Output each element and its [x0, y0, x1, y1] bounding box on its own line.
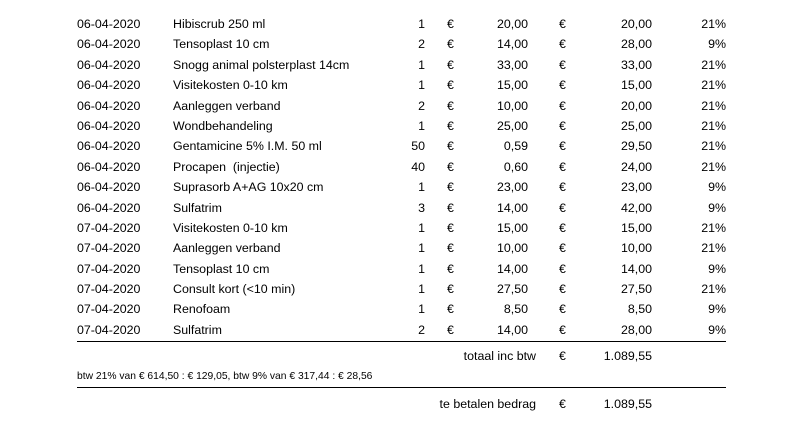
line-date: 06-04-2020: [77, 159, 141, 174]
line-row: [0, 238, 800, 258]
line-total: 27,50: [620, 282, 652, 297]
total-incl-vat-label: totaal inc btw: [463, 349, 536, 363]
currency-symbol: €: [447, 139, 454, 154]
divider: [77, 341, 726, 342]
currency-symbol: €: [559, 139, 566, 154]
line-unit-price: 15,00: [496, 78, 528, 93]
line-unit-price: 25,00: [496, 118, 528, 133]
line-quantity: 1: [418, 261, 425, 276]
line-quantity: 1: [418, 180, 425, 195]
line-quantity: 1: [418, 302, 425, 317]
line-description: Tensoplast 10 cm: [173, 37, 270, 52]
currency-symbol: €: [559, 17, 566, 31]
line-row: [0, 55, 800, 75]
line-total: 23,00: [620, 180, 652, 195]
line-date: 06-04-2020: [77, 37, 141, 52]
line-quantity: 2: [418, 98, 425, 113]
line-date: 07-04-2020: [77, 322, 141, 337]
line-quantity: 1: [418, 282, 425, 297]
currency-symbol: €: [559, 349, 566, 363]
amount-due-label: te betalen bedrag: [439, 397, 536, 411]
line-vat-rate: 21%: [701, 118, 726, 133]
line-vat-rate: 21%: [701, 17, 726, 31]
currency-symbol: €: [559, 78, 566, 93]
line-row: [0, 96, 800, 116]
line-vat-rate: 9%: [708, 322, 726, 337]
line-total: 25,00: [620, 118, 652, 133]
line-total: 33,00: [620, 57, 652, 72]
line-vat-rate: 21%: [701, 139, 726, 154]
line-unit-price: 14,00: [496, 200, 528, 215]
line-date: 07-04-2020: [77, 282, 141, 297]
line-total: 20,00: [620, 98, 652, 113]
line-date: 06-04-2020: [77, 17, 141, 31]
currency-symbol: €: [447, 302, 454, 317]
line-date: 06-04-2020: [77, 98, 141, 113]
line-vat-rate: 21%: [701, 98, 726, 113]
currency-symbol: €: [559, 322, 566, 337]
currency-symbol: €: [447, 118, 454, 133]
line-vat-rate: 21%: [701, 57, 726, 72]
line-quantity: 50: [411, 139, 425, 154]
currency-symbol: €: [559, 118, 566, 133]
line-vat-rate: 9%: [708, 37, 726, 52]
currency-symbol: €: [447, 322, 454, 337]
line-row: [0, 157, 800, 177]
line-unit-price: 10,00: [496, 241, 528, 256]
line-quantity: 1: [418, 118, 425, 133]
currency-symbol: €: [559, 282, 566, 297]
divider: [77, 387, 726, 388]
vat-breakdown: btw 21% van € 614,50 : € 129,05, btw 9% van € 317,44 : € 28,56: [77, 371, 373, 382]
line-total: 14,00: [620, 261, 652, 276]
line-row: [0, 14, 800, 34]
line-row: [0, 75, 800, 95]
line-description: Snogg animal polsterplast 14cm: [173, 57, 350, 72]
line-unit-price: 14,00: [496, 37, 528, 52]
line-quantity: 1: [418, 78, 425, 93]
currency-symbol: €: [559, 302, 566, 317]
line-quantity: 3: [418, 200, 425, 215]
line-vat-rate: 21%: [701, 220, 726, 235]
line-unit-price: 14,00: [496, 322, 528, 337]
line-description: Procapen (injectie): [173, 159, 280, 174]
currency-symbol: €: [447, 159, 454, 174]
currency-symbol: €: [559, 241, 566, 256]
currency-symbol: €: [447, 180, 454, 195]
currency-symbol: €: [447, 261, 454, 276]
line-total: 8,50: [627, 302, 652, 317]
currency-symbol: €: [559, 180, 566, 195]
currency-symbol: €: [559, 57, 566, 72]
line-vat-rate: 21%: [701, 159, 726, 174]
line-total: 29,50: [620, 139, 652, 154]
line-quantity: 40: [411, 159, 425, 174]
currency-symbol: €: [447, 200, 454, 215]
line-date: 07-04-2020: [77, 241, 141, 256]
line-quantity: 2: [418, 37, 425, 52]
line-row: [0, 136, 800, 156]
line-row: [0, 177, 800, 197]
amount-due-value: 1.089,55: [603, 397, 652, 411]
line-description: Sulfatrim: [173, 322, 222, 337]
line-date: 06-04-2020: [77, 200, 141, 215]
line-unit-price: 14,00: [496, 261, 528, 276]
line-date: 06-04-2020: [77, 139, 141, 154]
line-date: 06-04-2020: [77, 118, 141, 133]
line-vat-rate: 9%: [708, 261, 726, 276]
line-quantity: 2: [418, 322, 425, 337]
line-quantity: 1: [418, 17, 425, 31]
currency-symbol: €: [447, 37, 454, 52]
line-vat-rate: 21%: [701, 78, 726, 93]
line-description: Aanleggen verband: [173, 241, 281, 256]
line-unit-price: 15,00: [496, 220, 528, 235]
line-total: 15,00: [620, 220, 652, 235]
line-date: 07-04-2020: [77, 302, 141, 317]
line-unit-price: 23,00: [496, 180, 528, 195]
line-quantity: 1: [418, 241, 425, 256]
line-description: Gentamicine 5% I.M. 50 ml: [173, 139, 322, 154]
line-row: [0, 259, 800, 279]
currency-symbol: €: [447, 78, 454, 93]
line-total: 28,00: [620, 322, 652, 337]
currency-symbol: €: [447, 220, 454, 235]
currency-symbol: €: [447, 241, 454, 256]
line-vat-rate: 9%: [708, 302, 726, 317]
line-row: [0, 34, 800, 54]
line-unit-price: 0,59: [503, 139, 528, 154]
line-row: [0, 116, 800, 136]
line-row: [0, 320, 800, 340]
currency-symbol: €: [447, 98, 454, 113]
line-unit-price: 8,50: [503, 302, 528, 317]
currency-symbol: €: [559, 200, 566, 215]
line-row: [0, 279, 800, 299]
line-description: Visitekosten 0-10 km: [173, 220, 288, 235]
currency-symbol: €: [559, 397, 566, 411]
line-vat-rate: 9%: [708, 200, 726, 215]
line-unit-price: 33,00: [496, 57, 528, 72]
line-row: [0, 218, 800, 238]
line-row: [0, 198, 800, 218]
line-total: 28,00: [620, 37, 652, 52]
line-total: 20,00: [620, 17, 652, 31]
currency-symbol: €: [447, 17, 454, 31]
line-vat-rate: 9%: [708, 180, 726, 195]
line-description: Visitekosten 0-10 km: [173, 78, 288, 93]
currency-symbol: €: [559, 159, 566, 174]
currency-symbol: €: [559, 98, 566, 113]
line-date: 06-04-2020: [77, 180, 141, 195]
line-date: 07-04-2020: [77, 261, 141, 276]
currency-symbol: €: [447, 57, 454, 72]
line-unit-price: 20,00: [496, 17, 528, 31]
line-date: 07-04-2020: [77, 220, 141, 235]
currency-symbol: €: [559, 261, 566, 276]
line-description: Suprasorb A+AG 10x20 cm: [173, 180, 324, 195]
invoice-lines: [0, 14, 800, 340]
currency-symbol: €: [447, 282, 454, 297]
line-quantity: 1: [418, 57, 425, 72]
line-date: 06-04-2020: [77, 78, 141, 93]
line-description: Wondbehandeling: [173, 118, 273, 133]
line-description: Sulfatrim: [173, 200, 222, 215]
line-vat-rate: 21%: [701, 282, 726, 297]
line-total: 15,00: [620, 78, 652, 93]
line-description: Hibiscrub 250 ml: [173, 17, 266, 31]
line-row: [0, 299, 800, 319]
line-total: 42,00: [620, 200, 652, 215]
line-description: Tensoplast 10 cm: [173, 261, 270, 276]
currency-symbol: €: [559, 220, 566, 235]
line-unit-price: 27,50: [496, 282, 528, 297]
line-quantity: 1: [418, 220, 425, 235]
total-incl-vat-value: 1.089,55: [603, 349, 652, 363]
line-unit-price: 0,60: [503, 159, 528, 174]
line-description: Consult kort (<10 min): [173, 282, 296, 297]
line-total: 24,00: [620, 159, 652, 174]
line-unit-price: 10,00: [496, 98, 528, 113]
line-description: Aanleggen verband: [173, 98, 281, 113]
line-total: 10,00: [620, 241, 652, 256]
currency-symbol: €: [559, 37, 566, 52]
line-description: Renofoam: [173, 302, 231, 317]
line-date: 06-04-2020: [77, 57, 141, 72]
line-vat-rate: 21%: [701, 241, 726, 256]
